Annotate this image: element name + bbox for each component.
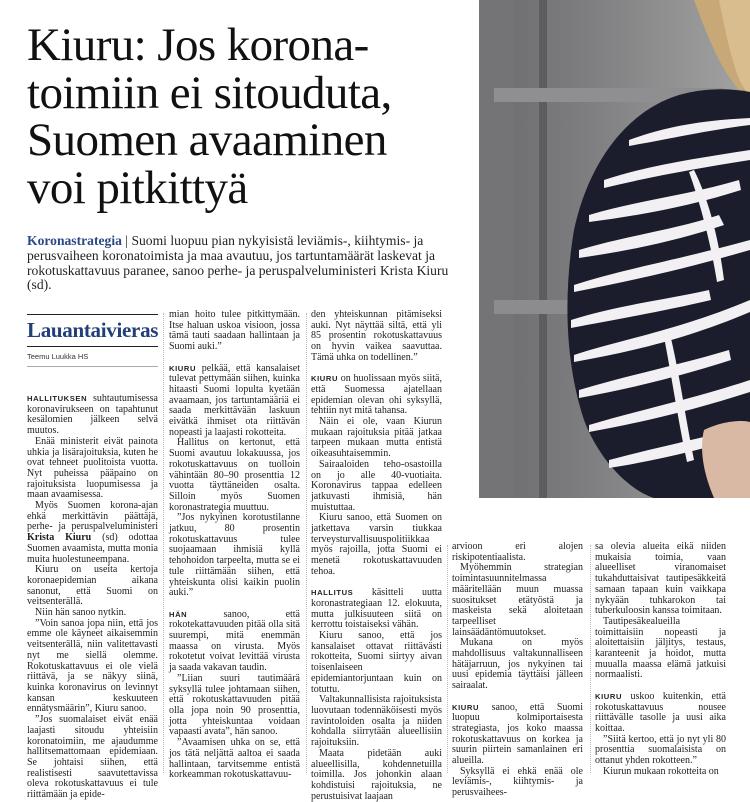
article-paragraph <box>27 619 158 715</box>
paragraph-text: Kiuru on useita kertoja koronaepidemian aikana sanonut, että Suomi on veitsenterällä. <box>27 564 158 608</box>
lead-word: KIURU <box>452 702 480 712</box>
paragraph-text: ”Jos nykyinen korotustilanne jatkuu, 80 prosentin rokotuskattavuus tulee suojaamaan ihmisiä kyllä tehohoidon tarpeelta, mutta se ei tule riittämään siihen, että yhteiskunta olisi kaikin puolin auki.” <box>169 512 300 599</box>
section-rule-top <box>27 314 158 315</box>
paragraph-text: Myös Suomen korona-ajan ehkä merkittävin päättäjä, perhe- ja peruspalveluministeri <box>27 500 158 533</box>
article-paragraph <box>452 703 583 767</box>
article-paragraph <box>595 735 726 767</box>
paragraph-text: Enää ministerit eivät painota uhkia ja lisärajoituksia, kuten he ovat tehneet puolitoista vuotta. Nyt puheissa pääpaino on rajoituksista luopumisessa ja maan avaamisessa. <box>27 435 158 501</box>
paragraph-text: Mukana on myös mahdollisuus valtakunnalliseen hätäjarruun, jos nykyinen tai uusi epidemia täyttäisi jälleen sairaalat. <box>452 637 583 692</box>
paragraph-text: mian hoito tulee pitkittymään. Itse haluan uskoa visioon, jossa tämä tauti saadaan hallintaan ja Suomi auki.” <box>169 309 300 353</box>
paragraph-text: Niin hän sanoo nytkin. <box>35 607 127 619</box>
paragraph-text: Hallitus on kertonut, että Suomi avautuu lokakuussa, jos rokotuskattavuus on tuolloin vähintään 80–90 prosenttia 12 vuotta täyttäneiden osalta. Silloin myös Suomen koronastrategia muuttuu. <box>169 437 300 513</box>
article-paragraph <box>595 617 726 681</box>
byline: Teemu Luukka HS <box>27 352 89 361</box>
column-divider <box>306 313 307 773</box>
column-divider <box>590 545 591 773</box>
lead-paragraph <box>27 234 452 293</box>
article-paragraph <box>452 638 583 692</box>
headline-line: toimiin ei sitouduta, <box>27 66 392 119</box>
lead-word: KIURU <box>311 374 339 384</box>
portrait-photo-icon <box>479 0 750 498</box>
paragraph-text: käsitteli uutta koronastrategiaan 12. elokuuta, mutta julkisuuteen siitä on kerrottu toistaiseksi vähän. <box>311 587 442 631</box>
article-photo <box>479 0 750 498</box>
article-paragraph <box>27 394 158 437</box>
column-divider <box>447 545 448 773</box>
article-paragraph <box>169 438 300 513</box>
article-paragraph <box>595 692 726 735</box>
paragraph-text: on huolissaan myös siitä, että Suomessa ajatellaan epidemian olevan ohi syksyllä, tehtiin nyt mitä tahansa. <box>311 373 442 417</box>
paragraph-text: ”Voin sanoa jopa niin, että jos emme ole käyneet aikaisemmin veitsenterällä, niin valitettavasti nyt me siellä olemme. Rokotuskattavuus ei ole vielä riittävä, ja se näkyy siinä, kuinka koronavirus on levinnyt kansan keskuuteen ennätysmäärin”, Kiuru sanoo. <box>27 617 158 715</box>
paragraph-text: Myöhemmin strategian toimintasuunnitelmassa määritellään muun muassa suositukset etätyöstä ja maskeista sekä aloitetaan tarpeelliset lainsäädäntömuutokset. <box>452 562 583 638</box>
article-paragraph <box>311 749 442 802</box>
paragraph-text: Kiurun mukaan rokotteita on <box>603 765 719 777</box>
paragraph-text: ”Siitä kertoo, että jo nyt yli 80 prosenttia suomalaisista on ottanut yhden rokotteen.” <box>595 733 726 767</box>
paragraph-text: Kiuru sanoo, että jos kansalaiset ottavat riittävästi rokotteita, Suomi siirtyy aivan toisenlaiseen epidemiantorjuntaan kuin on totuttu. <box>311 630 442 695</box>
article-paragraph <box>311 310 442 364</box>
headline <box>27 19 392 214</box>
article-paragraph <box>452 563 583 638</box>
article-column-3 <box>311 309 442 802</box>
paragraph-text: ”Liian suuri tautimäärä syksyllä tulee johtamaan siihen, että rokotuskattavuuden pitää olla jopa noin 90 prosenttia, jotta yhteiskuntaa voidaan vapaasti avata”, hän sanoo. <box>169 672 300 738</box>
paragraph-text: Tautipesäkealueilla toimittaisiin nopeasti ja aloitettaisiin jäljitys, testaus, karanteenit ja hoidot, mutta muualla maassa elämä jatkuisi normaalisti. <box>595 615 726 681</box>
article-paragraph <box>169 738 300 781</box>
paragraph-text: Valtakunnallisista rajoituksista luovutaan todennäköisesti myös ravintoloiden osalta ja niiden kohdalla siirrytään alueellisiin rajoituksiin. <box>311 694 442 749</box>
article-paragraph <box>311 374 442 417</box>
article-paragraph <box>27 565 158 608</box>
headline-line: voi pitkittyä <box>27 161 248 214</box>
article-paragraph <box>452 767 583 799</box>
article-paragraph <box>169 310 300 353</box>
paragraph-text: ”Jos suomalaiset eivät enää laajasti sitoudu yhteisiin koronatoimiin, me ajaudumme hallitsemattomaan epidemiaan. Se johtaisi siihen, että realistisesti saavutettavissa oleva rokotuskattavuus ei tule riittämään ja epide- <box>27 714 158 801</box>
article-paragraph <box>169 674 300 738</box>
article-column-2 <box>169 309 300 781</box>
article-paragraph <box>311 417 442 460</box>
section-title: Lauantaivieras <box>27 318 159 342</box>
paragraph-text: sa olevia alueita eikä niiden mukaisia toimia, vaan alueelliset viranomaiset tukahduttaisivat tautipesäkkeitä samaan tapaan kuin vaikkapa nykyään tuhkarokon tai tuberkuloosin kanssa toimitaan. <box>595 541 726 617</box>
person-name: Krista Kiuru <box>27 532 92 544</box>
paragraph-text: sanoo, että rokotekattavuuden pitää olla sitä suurempi, mitä enemmän maassa on virusta. Myös rokotetut voivat levittää virusta ja saada vakavan taudin. <box>169 608 300 674</box>
paragraph-text: (sd) odottaa Suomen avaamista, mutta monia muita huolestuneempana. <box>27 532 158 565</box>
article-paragraph <box>169 364 300 439</box>
paragraph-text: suhtautumisessa koronavirukseen on tapahtunut kesälomien jälkeen selvä muutos. <box>27 393 158 437</box>
article-paragraph <box>169 610 300 674</box>
lead-word: HÄN <box>169 609 188 619</box>
paragraph-text: Sairaaloiden teho-osastoilla on jo alle 40-vuotiaita. Koronavirus tappaa edelleen jatkuvasti ihmisiä, hän muistuttaa. <box>311 458 442 513</box>
article-column-5 <box>595 542 726 775</box>
kicker: Koronastrategia <box>27 233 122 248</box>
paragraph-text: den yhteiskunnan pitämiseksi auki. Nyt näyttää siltä, että yli 85 prosentin rokotuskattavuus on hyvin vaikea saavuttaa. Tämä uhka on todellinen.” <box>311 309 442 363</box>
lead-word: KIURU <box>595 691 623 701</box>
article-paragraph <box>27 715 158 801</box>
paragraph-text: ”Avaamisen uhka on se, että jos tätä neljättä aaltoa ei saada hallintaan, tarvitsemme entistä korkeamman rokotuskattavuu- <box>169 737 300 781</box>
article-paragraph <box>311 513 442 577</box>
byline-rule <box>27 366 158 367</box>
paragraph-text: arvioon eri alojen riskipotentiaalista. <box>452 541 583 563</box>
lead-word: HALLITUS <box>311 588 354 598</box>
article-paragraph <box>169 513 300 599</box>
article-paragraph <box>311 460 442 514</box>
article-paragraph <box>452 542 583 563</box>
article-column-1 <box>27 393 158 801</box>
article-paragraph <box>595 767 726 778</box>
lead-word: HALLITUKSEN <box>27 394 88 403</box>
section-rule-bottom <box>27 346 158 347</box>
kicker-divider: | <box>121 233 132 248</box>
lead-text: Suomi luopuu pian nykyisistä leviämis-, kiihtymis- ja perusvaiheen koronatoimista ja maa avautuu, jos tartuntamäärät laskevat ja rokotuskattavuus paranee, sanoo perhe- ja peruspalveluministeri Krista Kiuru (sd). <box>27 233 449 293</box>
article-paragraph <box>595 542 726 617</box>
article-column-4 <box>452 541 583 799</box>
paragraph-text: Näin ei ole, vaan Kiurun mukaan rajoituksia pitää jatkaa tarpeen mukaan mutta entistä oikeasuhtaisemmin. <box>311 416 442 460</box>
article-paragraph <box>311 631 442 695</box>
paragraph-text: Syksyllä ei ehkä enää ole leviämis-, kiihtymis- ja perusvaihees- <box>452 765 583 799</box>
paragraph-text: Kiuru sanoo, että Suomen on jatkettava varsin tiukkaa terveysturvallisuuspolitiikkaa myös rajoilla, jotta Suomi ei menetä rokotuskattavuuden tehoa. <box>311 512 442 577</box>
lead-word: KIURU <box>169 363 197 373</box>
paragraph-text: pelkää, että kansalaiset tulevat pettymään siihen, kuinka hitaasti Suomi lopulta kyetään avaamaan, jos tartuntamääriä ei saada merkittävään laskuun eivätkä ihmiset ota riittävän nopeasti ja laajasti rokotteita. <box>169 362 300 438</box>
paragraph-text: sanoo, että Suomi luopuu kolmiportaisesta strategiasta, jos koko maassa rokotuskattavuus on korkea ja suurin piirtein samanlainen eri alueilla. <box>452 701 583 767</box>
paragraph-text: Maata pidetään auki alueellisilla, kohdennetuilla toimilla. Jos johonkin alaan kohdistuisi rajoituksia, ne perustuisivat laajaan <box>311 747 442 802</box>
article-paragraph <box>311 588 442 631</box>
article-paragraph <box>311 695 442 749</box>
headline-line: Suomen avaaminen <box>27 114 387 166</box>
article-paragraph <box>27 437 158 501</box>
headline-line: Kiuru: Jos korona- <box>27 19 369 71</box>
paragraph-text: uskoo kuitenkin, että rokotuskattavuus nousee riittävälle tasolle ja uusi aika koittaa. <box>595 690 726 734</box>
article-paragraph <box>27 501 158 565</box>
column-divider <box>163 313 164 773</box>
